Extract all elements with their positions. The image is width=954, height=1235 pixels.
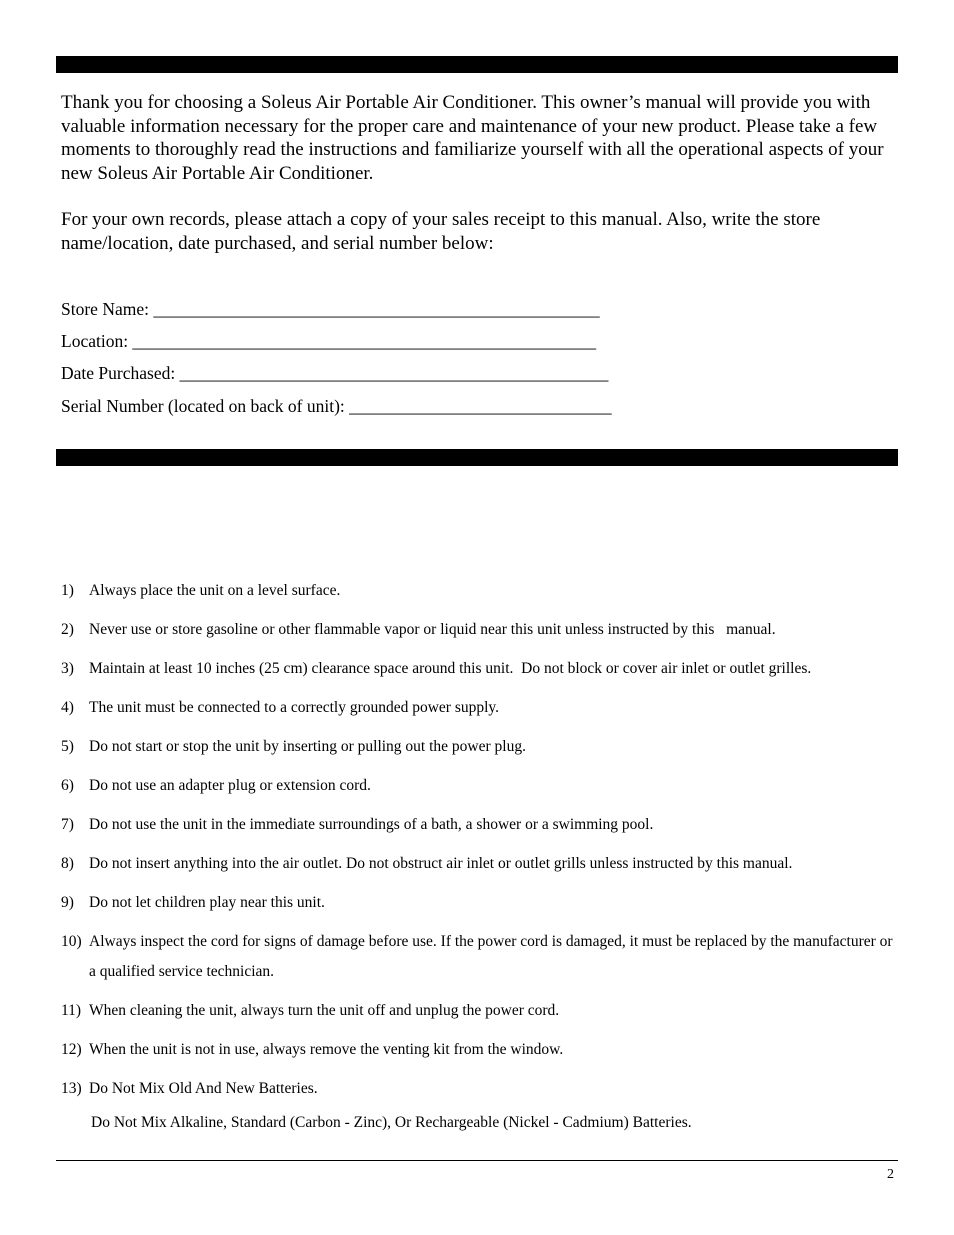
list-item-text: When cleaning the unit, always turn the unit off and unplug the power cord.: [89, 1002, 560, 1019]
list-item-text: The unit must be connected to a correctly grounded power supply.: [89, 699, 500, 716]
list-item-text: Do Not Mix Old And New Batteries.: [89, 1080, 318, 1097]
list-item-text: Do not insert anything into the air outlet. Do not obstruct air inlet or outlet grills unless instructed by this manual.: [89, 855, 793, 872]
list-item-number: 12): [61, 1041, 82, 1058]
list-item-text: Do not let children play near this unit.: [89, 894, 325, 911]
list-item: [61, 693, 901, 723]
section-header-bar-safety: [56, 449, 898, 466]
list-item-text: Always place the unit on a level surface.: [89, 582, 341, 599]
list-item: [61, 849, 901, 879]
store-name-field: Store Name: ___________________________________________________: [61, 299, 600, 319]
list-item: [61, 615, 901, 645]
list-item: [61, 1035, 901, 1065]
list-item-number: 9): [61, 894, 74, 911]
list-item-number: 6): [61, 777, 74, 794]
list-item: [61, 576, 901, 606]
list-item-number: 5): [61, 738, 74, 755]
footer-divider: [56, 1160, 898, 1161]
list-item-number: 7): [61, 816, 74, 833]
list-item-text: Maintain at least 10 inches (25 cm) clearance space around this unit. Do not block or cover air inlet or outlet grilles.: [89, 660, 812, 677]
list-item: [61, 771, 901, 801]
list-item-text: Do not use the unit in the immediate surroundings of a bath, a shower or a swimming pool.: [89, 816, 654, 833]
list-item: [61, 810, 901, 840]
list-item-text: Never use or store gasoline or other flammable vapor or liquid near this unit unless instructed by this manual.: [89, 621, 776, 638]
page-number: 2: [887, 1167, 894, 1182]
list-item-number: 1): [61, 582, 74, 599]
list-item-number: 13): [61, 1080, 82, 1097]
list-item-text: When the unit is not in use, always remove the venting kit from the window.: [89, 1041, 564, 1058]
list-item: [61, 996, 901, 1026]
list-item-number: 2): [61, 621, 74, 638]
list-item-text: Always inspect the cord for signs of damage before use. If the power cord is damaged, it must be replaced by the manufacturer or a qualified service technician.: [89, 933, 897, 980]
serial-number-field: Serial Number (located on back of unit): ______________________________: [61, 396, 612, 416]
location-field: Location: _____________________________________________________: [61, 331, 597, 351]
list-item: [61, 888, 901, 918]
list-item-number: 4): [61, 699, 74, 716]
list-item: [61, 927, 901, 987]
list-item: [61, 732, 901, 762]
list-item-number: 11): [61, 1002, 82, 1019]
battery-note: Do Not Mix Alkaline, Standard (Carbon - Zinc), Or Rechargeable (Nickel - Cadmium) Batteries.: [91, 1114, 692, 1131]
list-item-number: 10): [61, 933, 82, 950]
safety-instructions-list: [61, 576, 901, 1113]
intro-paragraph: Thank you for choosing a Soleus Air Portable Air Conditioner. This owner’s manual will provide you with valuable information necessary for the proper care and maintenance of your new product. Please take a few moments to thoroughly read the instructions and familiarize yourself with all the operational aspects of your new Soleus Air Portable Air Conditioner.: [61, 92, 884, 184]
list-item: [61, 1074, 901, 1104]
list-item-text: Do not start or stop the unit by inserting or pulling out the power plug.: [89, 738, 526, 755]
list-item: [61, 654, 901, 684]
date-purchased-field: Date Purchased: _________________________________________________: [61, 363, 609, 383]
list-item-text: Do not use an adapter plug or extension cord.: [89, 777, 371, 794]
list-item-number: 8): [61, 855, 74, 872]
list-item-number: 3): [61, 660, 74, 677]
records-instruction-paragraph: For your own records, please attach a copy of your sales receipt to this manual. Also, write the store name/location, date purchased, and serial number below:: [61, 209, 821, 254]
section-header-bar-top: [56, 56, 898, 73]
